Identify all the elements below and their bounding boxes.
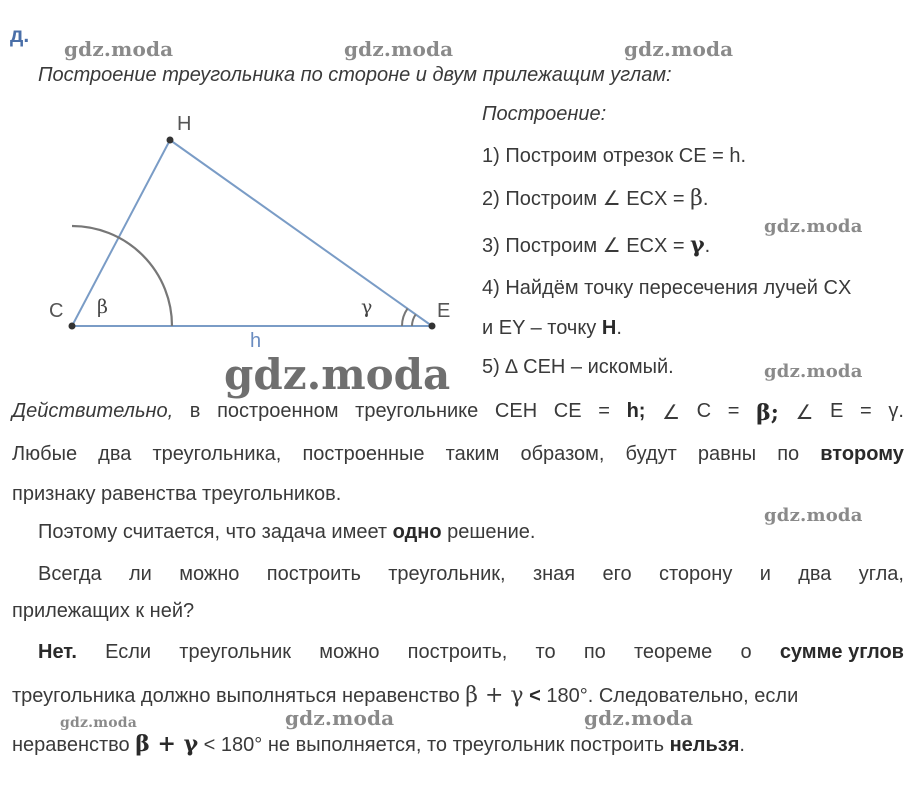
point-e: [429, 323, 436, 330]
step-4-line-1: 4) Найдём точку пересечения лучей CX: [482, 277, 852, 299]
label-gamma: γ: [361, 296, 373, 318]
watermark: gdz.moda: [764, 216, 863, 237]
step-5: 5) ∆ CEH – искомый.: [482, 356, 674, 378]
label-e: E: [437, 300, 451, 322]
watermark: gdz.moda: [344, 37, 454, 61]
triangle-sides: [72, 140, 432, 326]
construction-title: Построение:: [482, 103, 607, 125]
paragraph-4-line-2: треугольника должно выполняться неравенство β + γ < 180°. Следовательно, если: [12, 683, 799, 708]
watermark: gdz.moda: [764, 361, 863, 382]
arc-gamma-outer: [402, 309, 408, 327]
side-ch: [72, 140, 170, 326]
label-beta: β: [97, 296, 108, 318]
watermark: gdz.moda: [64, 37, 174, 61]
side-he: [170, 140, 432, 326]
paragraph-1-line-3: признаку равенства треугольников.: [12, 483, 342, 505]
section-heading: Построение треугольника по стороне и двум прилежащим углам:: [38, 64, 672, 86]
watermark-large: gdz.moda: [224, 350, 451, 399]
paragraph-3-line-1: Всегда ли можно построить треугольник, зная его сторону и два угла,: [38, 563, 904, 585]
watermark: gdz.moda: [60, 715, 138, 731]
arc-gamma-inner: [412, 314, 416, 326]
point-c: [69, 323, 76, 330]
step-2: 2) Построим ∠ ECX = β.: [482, 186, 709, 211]
step-4-line-2: и EY – точку H.: [482, 317, 622, 339]
point-h: [167, 137, 174, 144]
step-3: 3) Построим ∠ ECX = γ.: [482, 232, 711, 258]
problem-label: д.: [10, 24, 30, 47]
paragraph-2: Поэтому считается, что задача имеет одно решение.: [38, 521, 536, 543]
paragraph-4-line-3: неравенство β + γ < 180° не выполняется, то треугольник построить нельзя.: [12, 731, 745, 757]
watermark: gdz.moda: [624, 37, 734, 61]
watermark: gdz.moda: [764, 505, 863, 526]
label-c: C: [49, 300, 64, 322]
step-1: 1) Построим отрезок CE = h.: [482, 145, 747, 167]
paragraph-1-line-1: Действительно, в построенном треугольнике CEH CE = h; ∠ C = β; ∠ E = γ.: [12, 400, 904, 426]
paragraph-1-line-2: Любые два треугольника, построенные таким образом, будут равны по второму: [12, 443, 904, 465]
watermark: gdz.moda: [584, 706, 694, 730]
arc-beta: [72, 226, 172, 326]
label-h: H: [177, 113, 192, 135]
paragraph-3-line-2: прилежащих к ней?: [12, 600, 195, 622]
paragraph-4-line-1: Нет. Если треугольник можно построить, то по теореме о сумме углов: [38, 641, 904, 663]
watermark: gdz.moda: [285, 706, 395, 730]
label-side-h: h: [250, 330, 262, 352]
